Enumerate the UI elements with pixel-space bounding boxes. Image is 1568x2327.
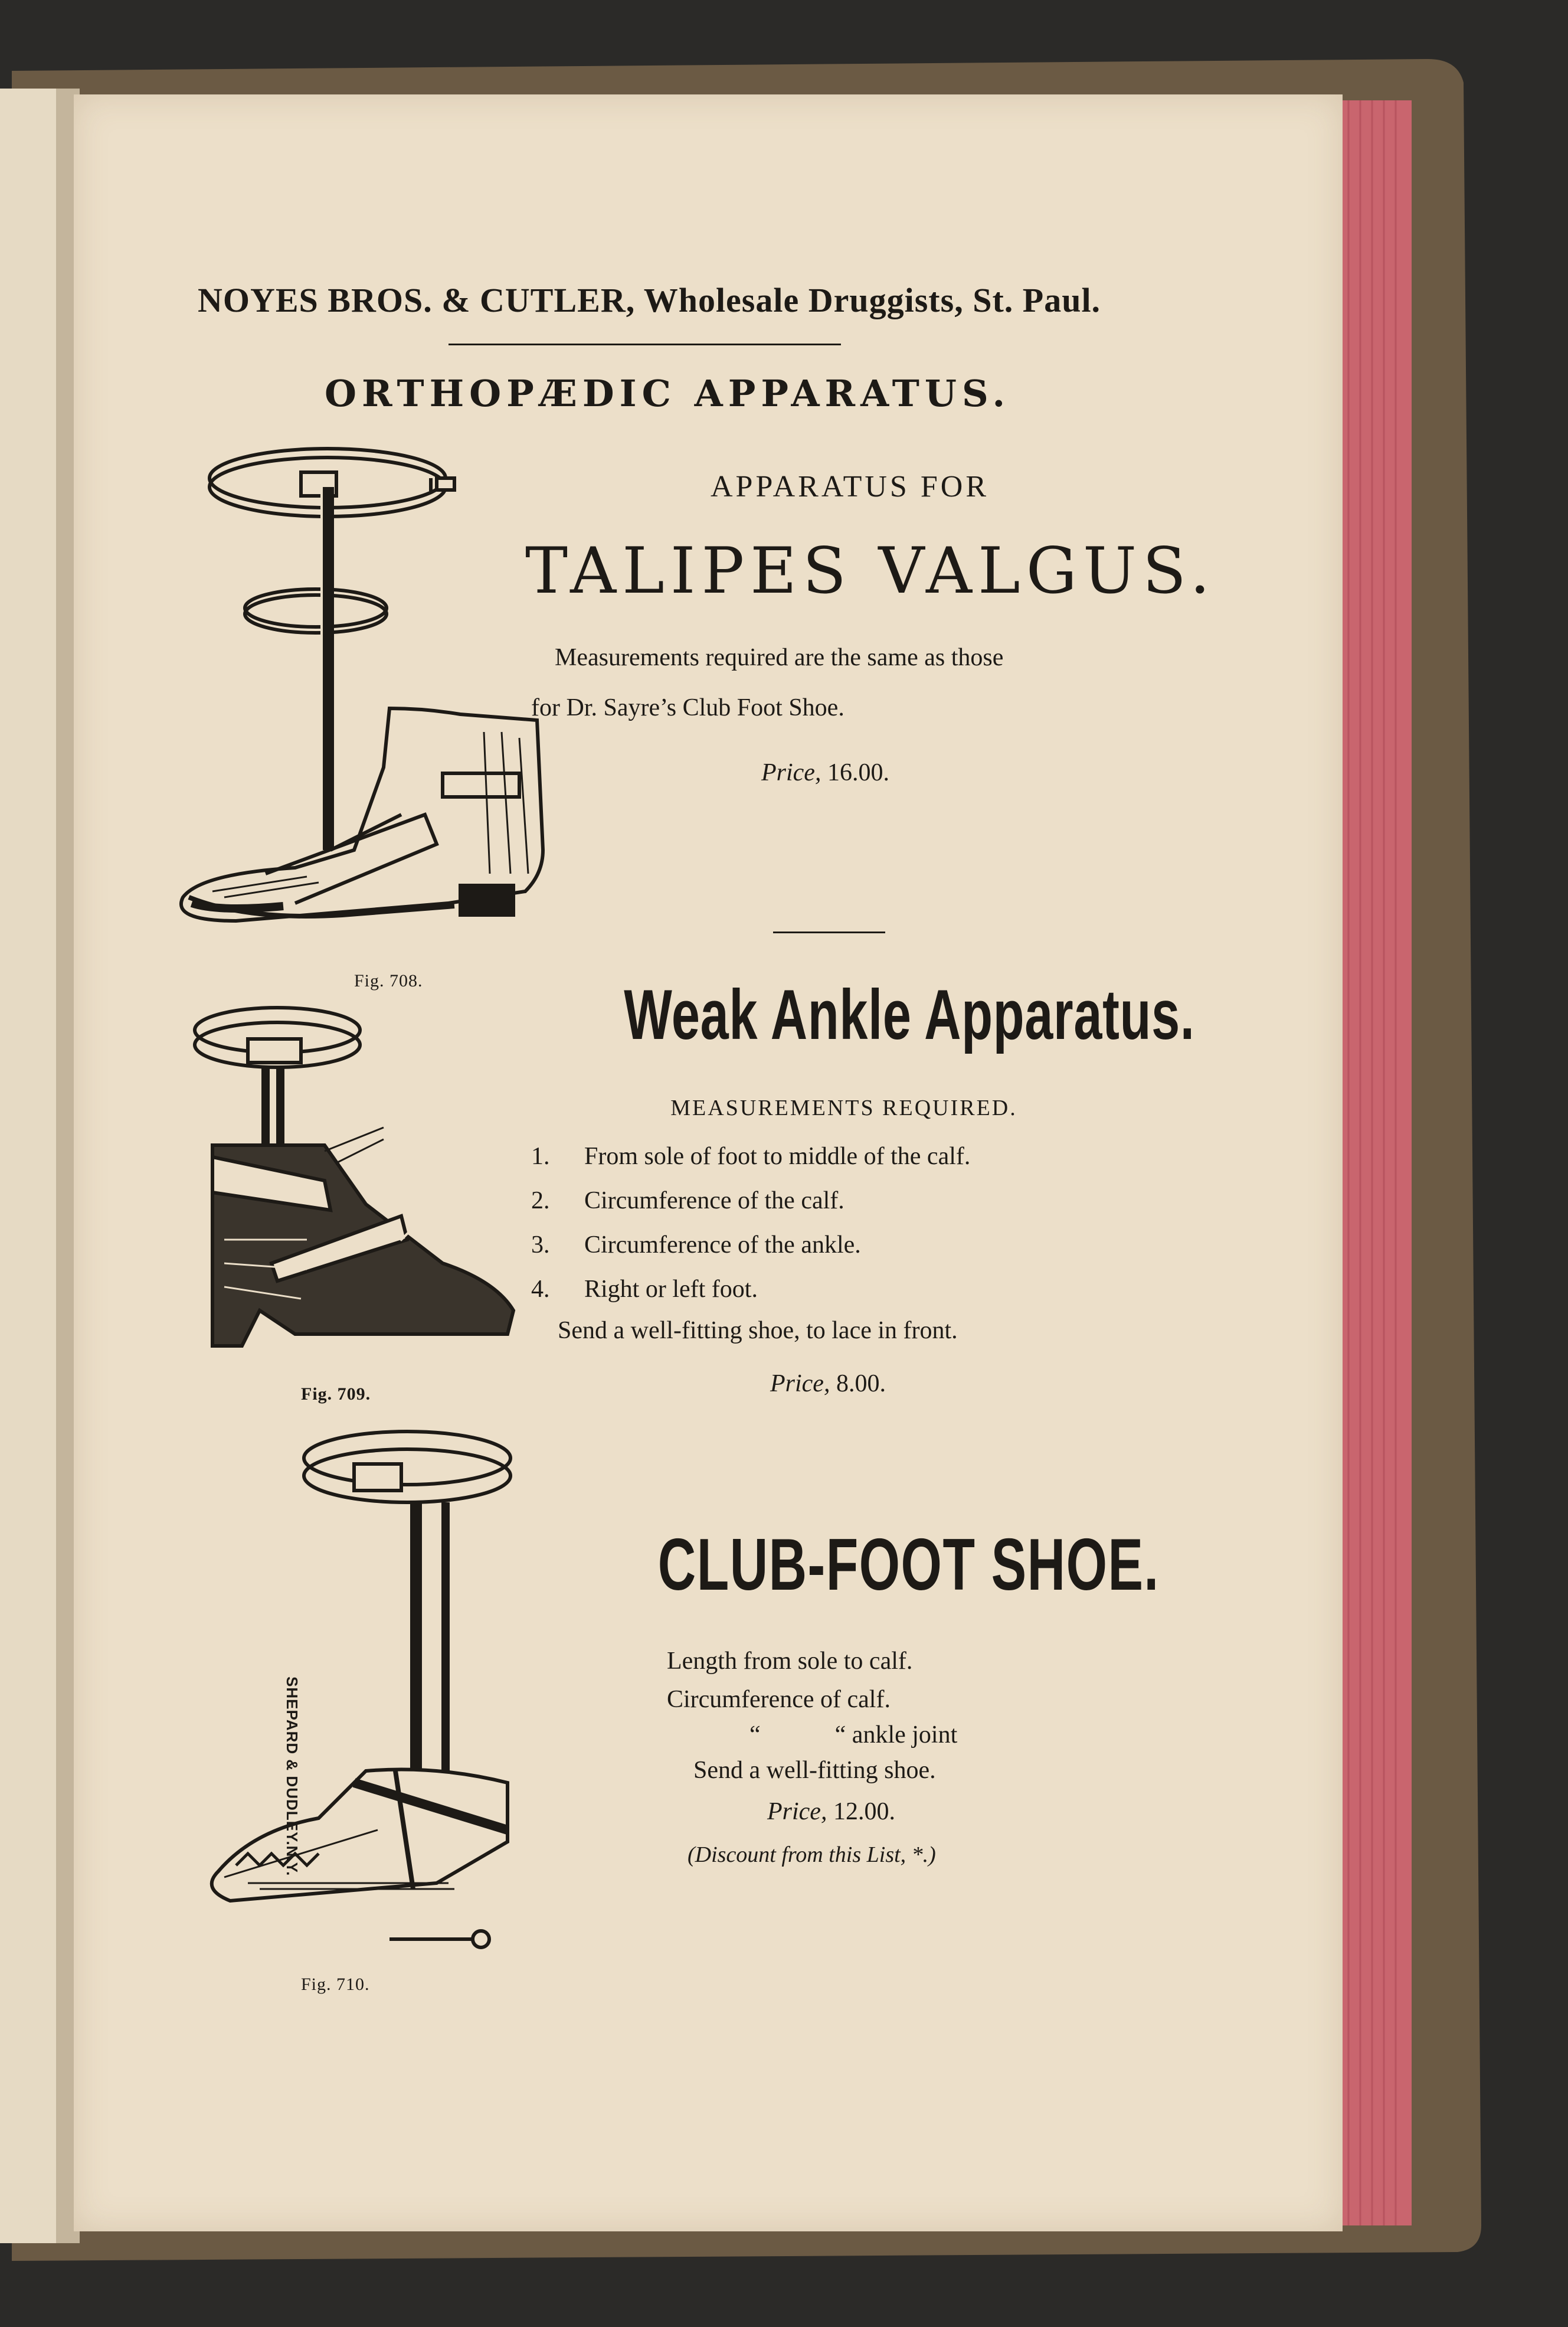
ditto-marks: “ “ [749, 1721, 846, 1748]
weak-ankle-price-label: Price, [770, 1370, 830, 1397]
measurement-item [531, 1275, 758, 1303]
club-foot-line-2: Circumference of calf. [667, 1686, 891, 1713]
weak-ankle-instruction: Send a well-fitting shoe, to lace in front. [558, 1317, 958, 1344]
club-foot-price-value: 12.00. [833, 1798, 895, 1825]
section-divider [773, 932, 885, 933]
figure-caption-709: Fig. 709. [301, 1384, 371, 1404]
talipes-price [761, 759, 889, 787]
weak-ankle-price [770, 1370, 886, 1398]
club-foot-price [767, 1797, 895, 1826]
figure-caption-710: Fig. 710. [301, 1975, 370, 1994]
weak-ankle-title: Weak Ankle Apparatus. [624, 975, 1195, 1054]
weak-ankle-illustration [189, 1004, 531, 1381]
club-foot-title: CLUB-FOOT SHOE. [657, 1524, 1160, 1606]
measurement-item [531, 1231, 861, 1259]
discount-note: (Discount from this List, *.) [688, 1842, 936, 1867]
club-foot-line-1: Length from sole to calf. [667, 1648, 913, 1675]
measurement-number: 4. [531, 1276, 550, 1303]
talipes-price-value: 16.00. [827, 759, 889, 786]
talipes-title: TALIPES VALGUS. [525, 534, 1216, 608]
measurement-item [531, 1187, 844, 1215]
page-edges [1341, 100, 1412, 2225]
engraving-label: SHEPARD & DUDLEY.N.Y. [283, 1676, 301, 1877]
club-foot-shoe-illustration [201, 1417, 543, 1972]
measurement-text: Right or left foot. [584, 1276, 758, 1303]
measurement-text: From sole of foot to middle of the calf. [584, 1143, 971, 1170]
club-foot-price-label: Price, [767, 1798, 827, 1825]
header-rule [449, 344, 841, 345]
club-foot-line-4: Send a well-fitting shoe. [693, 1757, 936, 1784]
figure-caption-708: Fig. 708. [354, 971, 423, 991]
measurements-heading: MEASUREMENTS REQUIRED. [670, 1096, 1017, 1120]
measurement-number: 3. [531, 1231, 550, 1259]
left-page [0, 89, 65, 2243]
talipes-text-line-1: Measurements required are the same as those [555, 644, 1004, 671]
talipes-subtitle: APPARATUS FOR [710, 470, 990, 504]
running-header: NOYES BROS. & CUTLER, Wholesale Druggists, St. Paul. [197, 281, 1101, 319]
club-foot-line-3-text: ankle joint [852, 1721, 958, 1748]
talipes-text-line-2: for Dr. Sayre’s Club Foot Shoe. [531, 694, 844, 721]
section-title: ORTHOPÆDIC APPARATUS. [325, 372, 1011, 415]
club-foot-line-3 [749, 1721, 957, 1749]
measurement-text: Circumference of the ankle. [584, 1231, 861, 1259]
measurement-number: 2. [531, 1187, 550, 1214]
talipes-price-label: Price, [761, 759, 821, 786]
measurement-item [531, 1142, 970, 1171]
weak-ankle-price-value: 8.00. [836, 1370, 886, 1397]
talipes-valgus-illustration [177, 437, 555, 968]
measurement-number: 1. [531, 1143, 550, 1170]
measurement-text: Circumference of the calf. [584, 1187, 844, 1214]
